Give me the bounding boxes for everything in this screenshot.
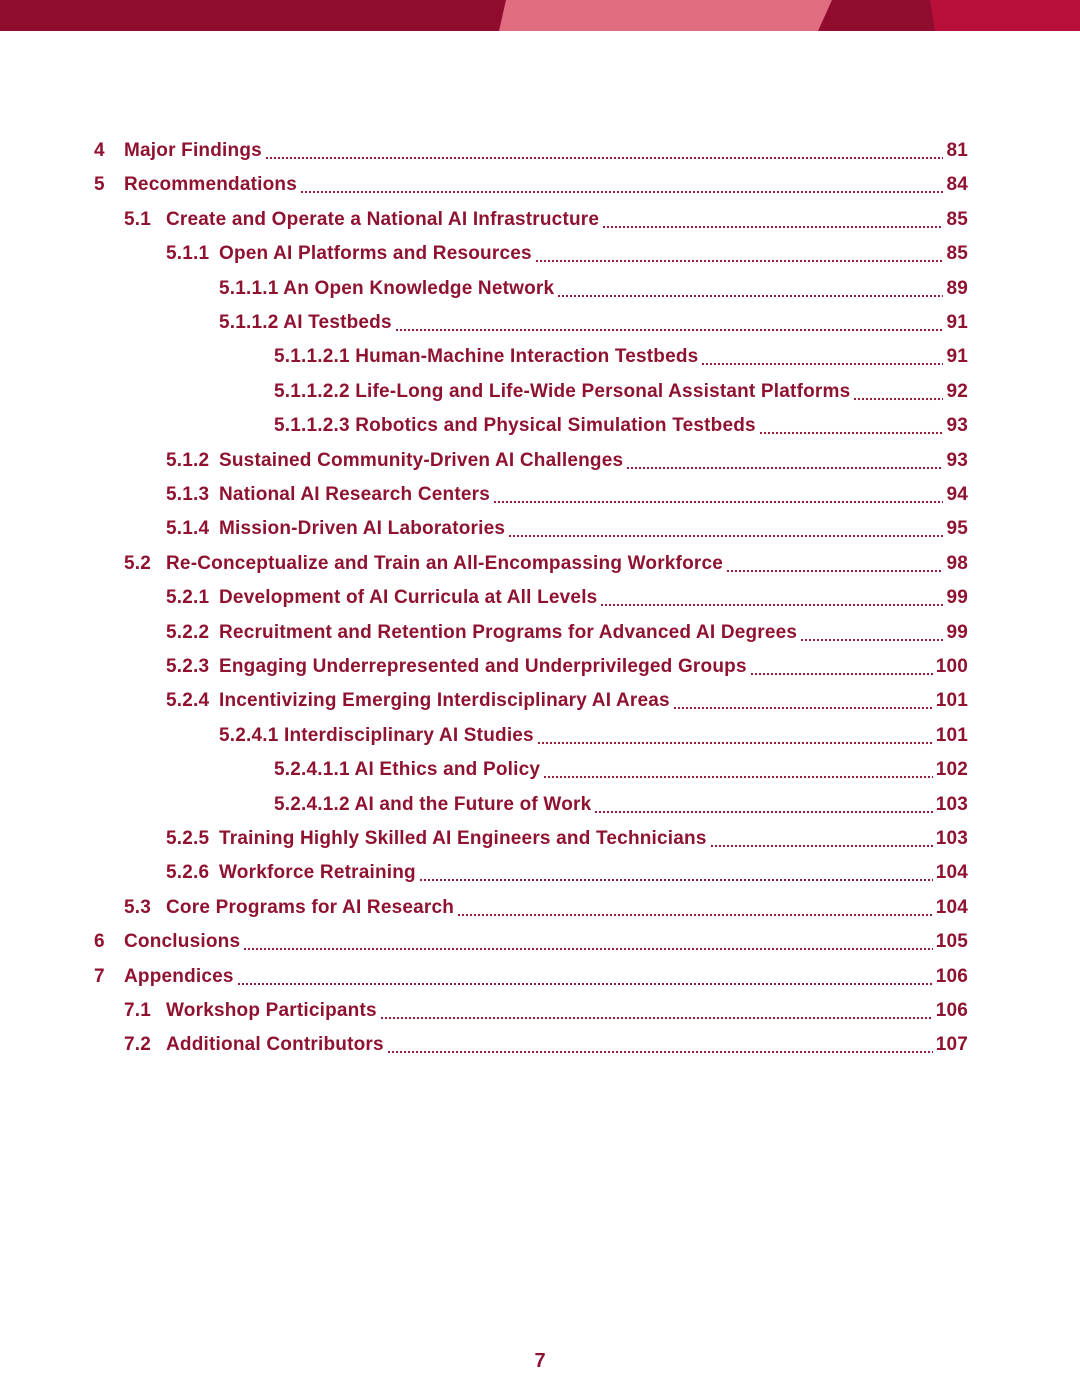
- toc-dot-leader: [387, 1028, 933, 1062]
- toc-entry-number: 5.1.1: [166, 243, 210, 265]
- toc-entry-title: 5.1.1.2.2 Life-Long and Life-Wide Personal Assistant Platforms: [274, 380, 851, 402]
- header-pink-stripe: [499, 0, 832, 31]
- toc-entry-title: Conclusions: [124, 931, 241, 953]
- toc-entry-page: 100: [935, 656, 968, 677]
- toc-entry-page: 85: [946, 208, 968, 230]
- toc-entry-number: 7: [94, 965, 105, 987]
- toc-dot-leader: [300, 168, 943, 202]
- toc-entry-title: Recruitment and Retention Programs for Advanced AI Degrees: [219, 621, 798, 643]
- toc-dot-leader: [419, 856, 933, 890]
- toc-dot-leader: [701, 340, 943, 374]
- toc-entry-title: 5.1.1.1 An Open Knowledge Network: [219, 277, 555, 299]
- header-red-stripe: [930, 0, 1080, 31]
- toc-entry[interactable]: [166, 822, 968, 856]
- toc-entry-page: 84: [946, 174, 968, 196]
- toc-entry-page: 104: [935, 862, 968, 884]
- toc-entry-number: 7.1: [124, 1000, 152, 1021]
- toc-entry[interactable]: [219, 719, 968, 753]
- toc-entry-page: 107: [935, 1034, 968, 1056]
- toc-entry-title: Incentivizing Emerging Interdisciplinary AI Areas: [219, 690, 670, 712]
- toc-entry-number: 5.2.2: [166, 621, 210, 643]
- toc-entry[interactable]: [166, 581, 968, 615]
- toc-dot-leader: [508, 512, 943, 546]
- toc-dot-leader: [537, 719, 933, 753]
- toc-entry-title: Training Highly Skilled AI Engineers and Technicians: [219, 828, 707, 849]
- toc-entry-page: 91: [946, 312, 968, 333]
- toc-entry[interactable]: [124, 547, 968, 581]
- toc-entry-page: 103: [935, 828, 968, 849]
- toc-entry-number: 5.2.4: [166, 690, 210, 712]
- toc-entry-page: 99: [946, 621, 968, 643]
- toc-entry[interactable]: [274, 409, 968, 443]
- toc-dot-leader: [380, 994, 933, 1028]
- toc-entry[interactable]: [94, 925, 968, 959]
- toc-dot-leader: [726, 547, 943, 581]
- toc-entry-number: 5.2.1: [166, 587, 210, 609]
- toc-entry-title: 5.1.1.2.3 Robotics and Physical Simulation Testbeds: [274, 415, 756, 437]
- toc-entry-title: 5.1.1.2 AI Testbeds: [219, 312, 392, 333]
- toc-dot-leader: [237, 960, 933, 994]
- toc-entry-title: 5.2.4.1.2 AI and the Future of Work: [274, 793, 592, 815]
- toc-dot-leader: [673, 684, 933, 718]
- toc-dot-leader: [457, 891, 933, 925]
- toc-dot-leader: [626, 444, 943, 478]
- header-band: [0, 0, 1080, 31]
- toc-entry-page: 102: [935, 759, 968, 781]
- toc-entry-title: 5.2.4.1.1 AI Ethics and Policy: [274, 759, 541, 781]
- toc-entry-number: 7.2: [124, 1034, 152, 1056]
- toc-dot-leader: [853, 375, 943, 409]
- toc-dot-leader: [602, 203, 943, 237]
- toc-entry-page: 89: [946, 277, 968, 299]
- toc-entry-number: 5.2: [124, 552, 152, 574]
- toc-entry-page: 91: [946, 346, 968, 368]
- toc-dot-leader: [600, 581, 943, 615]
- toc-entry[interactable]: [166, 650, 968, 684]
- toc-entry-title: Additional Contributors: [166, 1034, 384, 1056]
- toc-entry-number: 5: [94, 174, 105, 196]
- toc-dot-leader: [759, 409, 944, 443]
- toc-entry-page: 103: [935, 793, 968, 815]
- toc-entry-page: 106: [935, 1000, 968, 1021]
- toc-entry-page: 93: [946, 415, 968, 437]
- toc-entry-title: 5.2.4.1 Interdisciplinary AI Studies: [219, 724, 534, 746]
- toc-entry-page: 93: [946, 449, 968, 471]
- toc-entry[interactable]: [166, 478, 968, 512]
- toc-entry-title: Recommendations: [124, 174, 297, 196]
- toc-entry-page: 104: [935, 896, 968, 918]
- toc-dot-leader: [395, 306, 944, 340]
- toc-entry[interactable]: [274, 753, 968, 787]
- toc-entry-title: Create and Operate a National AI Infrastructure: [166, 208, 600, 230]
- toc-dot-leader: [594, 788, 932, 822]
- toc-entry[interactable]: [94, 960, 968, 994]
- toc-entry-page: 95: [946, 518, 968, 540]
- toc-entry-page: 94: [946, 484, 968, 505]
- toc-entry[interactable]: [124, 1028, 968, 1062]
- toc-entry-number: 6: [94, 931, 105, 953]
- toc-entry-number: 5.3: [124, 896, 152, 918]
- page-number: 7: [534, 1350, 546, 1372]
- toc-entry-number: 4: [94, 140, 105, 161]
- toc-entry[interactable]: [166, 444, 968, 478]
- toc-entry[interactable]: [124, 891, 968, 925]
- toc-entry-title: 5.1.1.2.1 Human-Machine Interaction Testbeds: [274, 346, 699, 368]
- toc-entry[interactable]: [94, 134, 968, 168]
- toc-entry-number: 5.1.2: [166, 449, 210, 471]
- toc-entry-number: 5.2.6: [166, 862, 210, 884]
- toc-entry-page: 106: [935, 965, 968, 987]
- toc-dot-leader: [265, 134, 944, 168]
- toc-dot-leader: [800, 616, 943, 650]
- toc-entry[interactable]: [166, 684, 968, 718]
- toc-entry-page: 92: [946, 380, 968, 402]
- toc-entry[interactable]: [274, 788, 968, 822]
- toc-entry-page: 81: [946, 140, 968, 161]
- toc-entry[interactable]: [124, 203, 968, 237]
- toc-dot-leader: [535, 237, 944, 271]
- toc-entry-title: Re-Conceptualize and Train an All-Encompassing Workforce: [166, 552, 724, 574]
- toc-entry-page: 105: [935, 931, 968, 953]
- toc-entry[interactable]: [274, 340, 968, 374]
- toc-entry[interactable]: [166, 856, 968, 890]
- toc-entry[interactable]: [274, 375, 968, 409]
- toc-entry[interactable]: [166, 512, 968, 546]
- toc-entry-title: Workshop Participants: [166, 1000, 377, 1021]
- toc-entry-number: 5.1: [124, 208, 152, 230]
- toc-entry-title: Engaging Underrepresented and Underprivileged Groups: [219, 656, 747, 677]
- toc-dot-leader: [493, 478, 943, 512]
- toc-entry[interactable]: [166, 616, 968, 650]
- toc-entry-page: 98: [946, 552, 968, 574]
- toc-entry-title: National AI Research Centers: [219, 484, 490, 505]
- toc-dot-leader: [543, 753, 933, 787]
- toc-entry-page: 101: [935, 690, 968, 712]
- toc-entry[interactable]: [94, 168, 968, 202]
- toc-entry-title: Sustained Community-Driven AI Challenges: [219, 449, 624, 471]
- toc-entry-number: 5.2.5: [166, 828, 210, 849]
- toc-entry-number: 5.2.3: [166, 656, 210, 677]
- header-stripes: [0, 0, 1080, 31]
- toc-entry-title: Core Programs for AI Research: [166, 896, 455, 918]
- toc-entry-page: 99: [946, 587, 968, 609]
- toc-entry-page: 101: [935, 724, 968, 746]
- toc-entry-page: 85: [946, 243, 968, 265]
- toc-entry[interactable]: [124, 994, 968, 1028]
- toc-entry[interactable]: [166, 237, 968, 271]
- toc-entry-number: 5.1.3: [166, 484, 210, 505]
- toc-entry-title: Development of AI Curricula at All Levels: [219, 587, 598, 609]
- toc-entry-title: Appendices: [124, 965, 234, 987]
- toc-entry-title: Open AI Platforms and Resources: [219, 243, 532, 265]
- toc-dot-leader: [750, 650, 933, 684]
- toc-entry-title: Major Findings: [124, 140, 262, 161]
- toc-dot-leader: [710, 822, 933, 856]
- toc-entry[interactable]: [219, 272, 968, 306]
- toc-entry-number: 5.1.4: [166, 518, 210, 540]
- toc-entry[interactable]: [219, 306, 968, 340]
- toc-dot-leader: [243, 925, 932, 959]
- toc-entry-title: Mission-Driven AI Laboratories: [219, 518, 506, 540]
- toc-dot-leader: [557, 272, 943, 306]
- toc-entry-title: Workforce Retraining: [219, 862, 416, 884]
